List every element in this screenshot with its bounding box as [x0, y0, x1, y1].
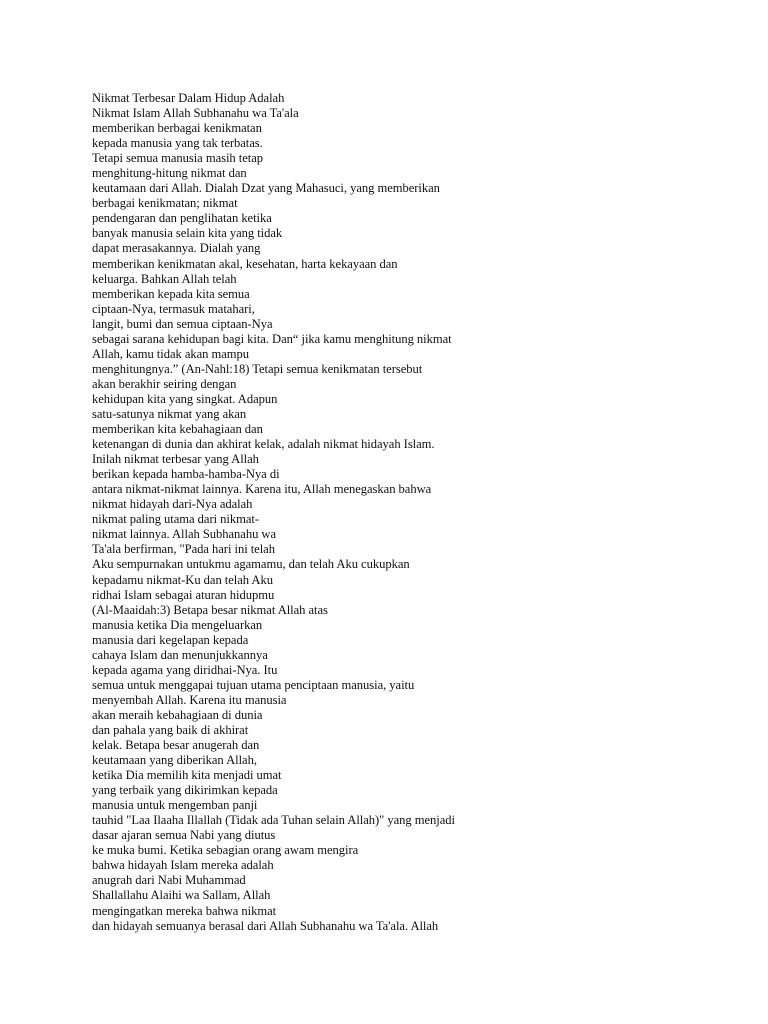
document-line: nikmat lainnya. Allah Subhanahu wa	[92, 527, 277, 542]
document-line: ke muka bumi. Ketika sebagian orang awam mengira	[92, 843, 359, 858]
document-line: satu-satunya nikmat yang akan	[92, 406, 247, 421]
document-line: antara nikmat-nikmat lainnya. Karena itu, Allah menegaskan bahwa	[92, 482, 432, 497]
document-line: Nikmat Islam Allah Subhanahu wa Ta'ala	[92, 106, 299, 121]
document-line: Allah, kamu tidak akan mampu	[92, 346, 250, 361]
document-line: sebagai sarana kehidupan bagi kita. Dan“ jika kamu menghitung nikmat	[92, 331, 452, 346]
document-line: memberikan kepada kita semua	[92, 286, 250, 301]
document-line: menyembah Allah. Karena itu manusia	[92, 692, 287, 707]
document-line: banyak manusia selain kita yang tidak	[92, 226, 283, 241]
document-line: berikan kepada hamba-hamba-Nya di	[92, 467, 280, 482]
document-line: pendengaran dan penglihatan ketika	[92, 211, 272, 226]
document-body-text	[92, 91, 732, 934]
document-line: akan berakhir seiring dengan	[92, 376, 237, 391]
document-line: dan pahala yang baik di akhirat	[92, 722, 249, 737]
document-line: kelak. Betapa besar anugerah dan	[92, 738, 260, 753]
document-line: anugrah dari Nabi Muhammad	[92, 873, 246, 888]
document-line: kepada agama yang diridhai-Nya. Itu	[92, 662, 278, 677]
document-line: tauhid "Laa Ilaaha Illallah (Tidak ada Tuhan selain Allah)" yang menjadi	[92, 813, 455, 828]
document-line: Inilah nikmat terbesar yang Allah	[92, 452, 259, 467]
document-line: mengingatkan mereka bahwa nikmat	[92, 903, 277, 918]
document-line: ketika Dia memilih kita menjadi umat	[92, 768, 282, 783]
document-line: yang terbaik yang dikirimkan kepada	[92, 783, 278, 798]
document-line: (Al-Maaidah:3) Betapa besar nikmat Allah atas	[92, 602, 328, 617]
document-line: Tetapi semua manusia masih tetap	[92, 151, 263, 166]
document-line: ketenangan di dunia dan akhirat kelak, adalah nikmat hidayah Islam.	[92, 437, 435, 452]
document-line: semua untuk menggapai tujuan utama penciptaan manusia, yaitu	[92, 677, 415, 692]
document-line: dapat merasakannya. Dialah yang	[92, 241, 261, 256]
document-line: memberikan kita kebahagiaan dan	[92, 422, 263, 437]
document-line: berbagai kenikmatan; nikmat	[92, 196, 238, 211]
document-line: dasar ajaran semua Nabi yang diutus	[92, 828, 276, 843]
document-line: menghitung-hitung nikmat dan	[92, 166, 247, 181]
document-line: nikmat hidayah dari-Nya adalah	[92, 497, 253, 512]
document-line: langit, bumi dan semua ciptaan-Nya	[92, 316, 273, 331]
document-line: keluarga. Bahkan Allah telah	[92, 271, 237, 286]
document-line: kepadamu nikmat-Ku dan telah Aku	[92, 572, 273, 587]
document-line: manusia ketika Dia mengeluarkan	[92, 617, 263, 632]
document-line: manusia untuk mengemban panji	[92, 798, 258, 813]
document-line: Shallallahu Alaihi wa Sallam, Allah	[92, 888, 271, 903]
document-line: memberikan kenikmatan akal, kesehatan, harta kekayaan dan	[92, 256, 398, 271]
document-line: dan hidayah semuanya berasal dari Allah Subhanahu wa Ta'ala. Allah	[92, 918, 439, 933]
document-line: Nikmat Terbesar Dalam Hidup Adalah	[92, 91, 285, 105]
document-line: manusia dari kegelapan kepada	[92, 632, 249, 647]
document-line: Ta'ala berfirman, "Pada hari ini telah	[92, 542, 275, 557]
document-line: keutamaan dari Allah. Dialah Dzat yang Mahasuci, yang memberikan	[92, 181, 440, 196]
document-line: cahaya Islam dan menunjukkannya	[92, 647, 268, 662]
document-line: kepada manusia yang tak terbatas.	[92, 136, 263, 151]
document-line: ridhai Islam sebagai aturan hidupmu	[92, 587, 275, 602]
document-line: Aku sempurnakan untukmu agamamu, dan telah Aku cukupkan	[92, 557, 410, 572]
document-line: ciptaan-Nya, termasuk matahari,	[92, 301, 255, 316]
document-line: menghitungnya.” (An-Nahl:18) Tetapi semua kenikmatan tersebut	[92, 361, 423, 376]
document-line: keutamaan yang diberikan Allah,	[92, 753, 257, 768]
document-line: bahwa hidayah Islam mereka adalah	[92, 858, 274, 873]
document-line: nikmat paling utama dari nikmat-	[92, 512, 259, 527]
document-line: kehidupan kita yang singkat. Adapun	[92, 391, 278, 406]
document-line: akan meraih kebahagiaan di dunia	[92, 707, 263, 722]
document-line: memberikan berbagai kenikmatan	[92, 121, 262, 136]
